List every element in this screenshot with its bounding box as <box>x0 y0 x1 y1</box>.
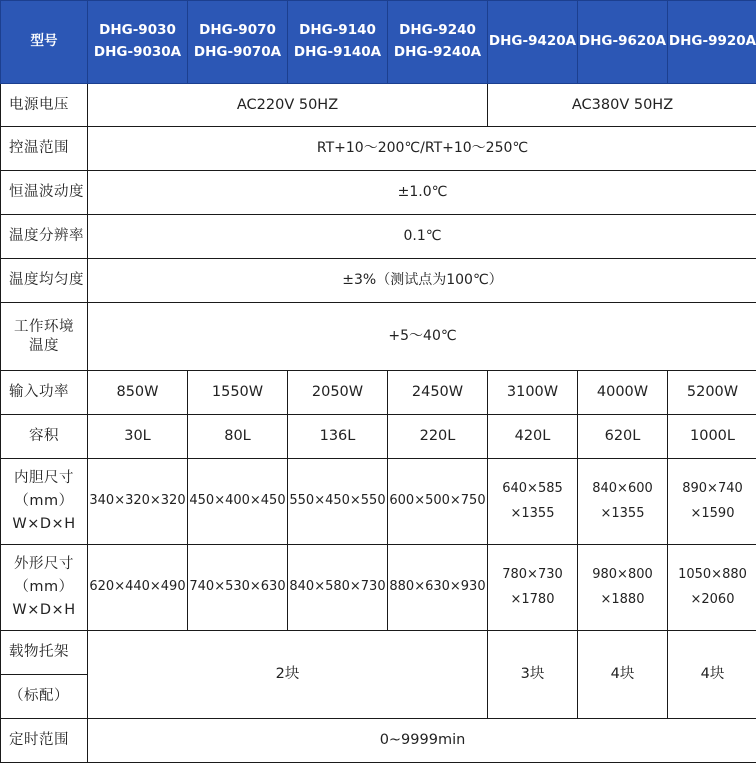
row-label-line: （mm） <box>1 576 87 599</box>
outer-size-value: 880×630×930 <box>388 545 488 631</box>
outer-size-value <box>488 545 578 631</box>
outer-size-value <box>578 545 668 631</box>
resolution-value: 0.1℃ <box>88 215 756 259</box>
volume-value: 620L <box>578 415 668 459</box>
power-value: 1550W <box>188 371 288 415</box>
temp-range-value: RT+10～200℃/RT+10～250℃ <box>88 127 756 171</box>
model-name: DHG-9030A <box>88 42 187 64</box>
shelf-small-value: 2块 <box>88 631 488 719</box>
row-label-line: W×D×H <box>1 513 87 536</box>
row-label-line: 温度 <box>1 337 87 355</box>
voltage-row <box>1 84 756 127</box>
inner-size-value <box>488 459 578 545</box>
inner-size-row <box>1 459 756 545</box>
row-label: 电源电压 <box>1 84 88 127</box>
size-line: ×1880 <box>578 588 667 612</box>
volume-row <box>1 415 756 459</box>
power-value: 5200W <box>668 371 756 415</box>
size-line: 840×600 <box>578 477 667 501</box>
row-label-line: 外形尺寸 <box>1 553 87 576</box>
volume-value: 1000L <box>668 415 756 459</box>
inner-size-value: 550×450×550 <box>288 459 388 545</box>
model-header-cell <box>288 1 388 84</box>
row-label-line: 工作环境 <box>1 318 87 336</box>
model-name: DHG-9030 <box>88 20 187 42</box>
power-value: 3100W <box>488 371 578 415</box>
shelf-value: 4块 <box>578 631 668 719</box>
power-value: 2450W <box>388 371 488 415</box>
inner-size-value <box>578 459 668 545</box>
size-line: 980×800 <box>578 563 667 587</box>
size-line: ×1355 <box>488 502 577 526</box>
timer-value: 0~9999min <box>88 719 756 763</box>
row-label <box>1 303 88 371</box>
shelf-value: 4块 <box>668 631 756 719</box>
row-label: 输入功率 <box>1 371 88 415</box>
uniformity-value: ±3%（测试点为100℃） <box>88 259 756 303</box>
model-name: DHG-9140 <box>288 20 387 42</box>
row-label: 容积 <box>1 415 88 459</box>
model-name: DHG-9240 <box>388 20 487 42</box>
resolution-row <box>1 215 756 259</box>
header-row <box>1 1 756 84</box>
size-line: ×1355 <box>578 502 667 526</box>
outer-size-row <box>1 545 756 631</box>
row-label: 恒温波动度 <box>1 171 88 215</box>
model-header-cell: DHG-9620A <box>578 1 668 84</box>
volume-value: 136L <box>288 415 388 459</box>
size-line: 780×730 <box>488 563 577 587</box>
power-value: 4000W <box>578 371 668 415</box>
row-label: 温度分辨率 <box>1 215 88 259</box>
inner-size-value: 600×500×750 <box>388 459 488 545</box>
row-label <box>1 545 88 631</box>
size-line: ×1590 <box>668 502 756 526</box>
voltage-large-value: AC380V 50HZ <box>488 84 756 127</box>
model-name: DHG-9240A <box>388 42 487 64</box>
outer-size-value <box>668 545 756 631</box>
outer-size-value: 840×580×730 <box>288 545 388 631</box>
power-row <box>1 371 756 415</box>
volume-value: 220L <box>388 415 488 459</box>
shelf-row <box>1 631 756 675</box>
volume-value: 80L <box>188 415 288 459</box>
volume-value: 30L <box>88 415 188 459</box>
env-temp-value: +5～40℃ <box>88 303 756 371</box>
size-line: ×2060 <box>668 588 756 612</box>
row-label-line: （mm） <box>1 490 87 513</box>
timer-row <box>1 719 756 763</box>
uniformity-row <box>1 259 756 303</box>
model-header-label: 型号 <box>1 1 88 84</box>
model-name: DHG-9140A <box>288 42 387 64</box>
power-value: 2050W <box>288 371 388 415</box>
inner-size-value <box>668 459 756 545</box>
size-line: 1050×880 <box>668 563 756 587</box>
model-name: DHG-9070 <box>188 20 287 42</box>
outer-size-value: 740×530×630 <box>188 545 288 631</box>
size-line: ×1780 <box>488 588 577 612</box>
model-header-cell <box>88 1 188 84</box>
row-label: 载物托架 <box>1 631 88 675</box>
model-header-cell <box>188 1 288 84</box>
model-header-cell: DHG-9420A <box>488 1 578 84</box>
power-value: 850W <box>88 371 188 415</box>
row-label: 定时范围 <box>1 719 88 763</box>
row-label-line: 内胆尺寸 <box>1 467 87 490</box>
volume-value: 420L <box>488 415 578 459</box>
row-label <box>1 459 88 545</box>
inner-size-value: 450×400×450 <box>188 459 288 545</box>
row-label: 控温范围 <box>1 127 88 171</box>
env-temp-row <box>1 303 756 371</box>
size-line: 890×740 <box>668 477 756 501</box>
outer-size-value: 620×440×490 <box>88 545 188 631</box>
row-label-line: W×D×H <box>1 599 87 622</box>
inner-size-value: 340×320×320 <box>88 459 188 545</box>
model-header-cell <box>388 1 488 84</box>
temp-range-row <box>1 127 756 171</box>
size-line: 640×585 <box>488 477 577 501</box>
model-header-cell: DHG-9920A <box>668 1 756 84</box>
fluctuation-value: ±1.0℃ <box>88 171 756 215</box>
row-label: 温度均匀度 <box>1 259 88 303</box>
fluctuation-row <box>1 171 756 215</box>
row-label: （标配） <box>1 675 88 719</box>
shelf-value: 3块 <box>488 631 578 719</box>
voltage-small-value: AC220V 50HZ <box>88 84 488 127</box>
model-name: DHG-9070A <box>188 42 287 64</box>
